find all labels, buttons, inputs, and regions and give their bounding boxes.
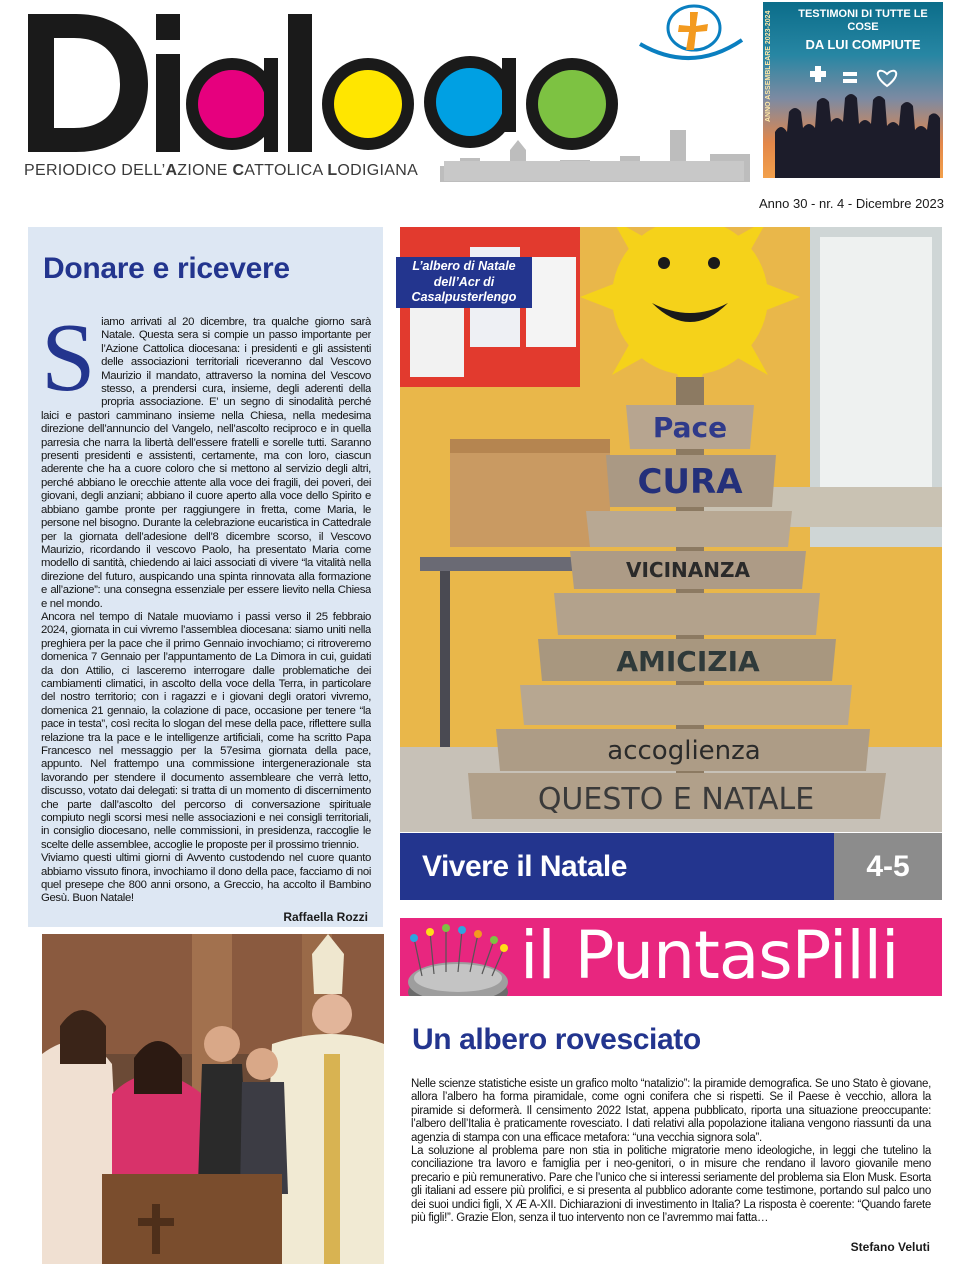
assembly-poster: [763, 2, 943, 178]
lead-article-paragraph: Viviamo questi ultimi giorni di Avvento custodendo nel cuore quanto abbiamo vissuto finora, invochiamo il dono della pace, facciamo di noi quel presepe che 800 anni orsono, a Greccio, ha accolto il Bambino Gesù. Buon Natale!: [41, 852, 371, 905]
lead-article-body: [41, 316, 371, 906]
puntaspilli-title: il PuntasPilli: [520, 917, 899, 994]
drop-cap: S: [41, 316, 96, 412]
lead-article-paragraph: Siamo arrivati al 20 dicembre, tra qualche giorno sarà Natale. Questa sera si compie un passo importante per l’Azione Cattolica diocesana: i presidenti e gli assistenti delle associazioni territoriali riceveranno dal Vescovo Maurizio il mandato, attraverso la nomina del Vescovo stesso, a prendersi cura, insieme, degli aderenti della propria associazione. E’ un segno di sinodalità perché laici e pastori camminano insieme nella Chiesa, nella medesima direzione dell’annuncio del Vangelo, nell’ascolto reciproco e in quella parresia che narra la libertà dell’essere fratelli e sorelle tutti. Saranno presenti presidenti e assistenti, certamente, ma con loro, ciascun aderente che ha a cuore coloro che si mettono al servizio degli altri, perché abbiano le orecchie attente alla voce dei fragili, dei poveri, dei giovani, degli anziani; abbiano il cuore aperto alla voce dello Spirito e abbiano gambe pronte per raggiungere in fretta, come Maria, le persone nel bisogno. Durante la celebrazione eucaristica in Cattedrale per la giornata dell’adesione dell’8 dicembre scorso, il Vescovo Maurizio, ricordando il vescovo Paolo, ha presentato Maria come modello di santità, chiedendo ai laici associati di vivere “la vitalità nella direzione del futuro, auspicando una spinta rinnovata alla formazione e all’azione”: una consegna essenziale per essere lievito nella Chiesa e nel mondo.: [41, 316, 371, 610]
lead-article-author: Raffaella Rozzi: [283, 910, 368, 924]
section-banner: [400, 833, 942, 900]
poster-silhouettes-image: [775, 62, 940, 178]
ceremony-photo: [42, 934, 384, 1264]
plank-label-1: CURA: [637, 462, 743, 502]
subtitle-gray-rule: [444, 161, 744, 181]
issue-info: Anno 30 - nr. 4 - Dicembre 2023: [759, 196, 944, 211]
christmas-tree-illustration: [400, 227, 942, 832]
plank-label-4: accoglienza: [607, 736, 761, 766]
ac-logo-icon: [636, 4, 746, 64]
lead-article-paragraph: Ancora nel tempo di Natale muoviamo i passi verso il 25 febbraio 2024, giornata in cui vivremo l’assemblea diocesana: siamo uniti nella preghiera per la pace che il primo Gennaio invochiamo; ci ritroveremo domenica 7 Gennaio per l’appuntamento de La Dimora in cui, guidati da don Attilio, ci lasceremo interrogare dalle problematiche dei cambiamenti climatici, in ascolto della voce della Terra, in particolare del nostro territorio; con i ragazzi e i giovani degli oratori vivremo, domenica 21 gennaio, la colazione di pace, occasione per tenere “la pace in testa”, così recita lo slogan del mese della pace, riflettere sulla relazione tra la pace e le intelligenze artificiali, come ha scritto Papa Francesco nel messaggio per la 57esima giornata della pace, appunto. Nel frattempo una commissione intergenerazionale sta lavorando per stendere il documento assembleare che verrà letto, discusso, votato dai delegati: si tratta di un momento di discernimento che parte dall’ascolto del percorso di conversazione spirituale compiuto negli scorsi mesi nelle associazioni e nei consigli territoriali, in consiglio diocesano, nelle commissioni, in presidenza, raccoglie le scelte delle assemblee, accoglie le proposte per il prossimo triennio.: [41, 610, 371, 851]
puntaspilli-body: [411, 1078, 931, 1225]
puntaspilli-author: Stefano Veluti: [850, 1240, 930, 1254]
banner-title: Vivere il Natale: [400, 833, 834, 900]
ceremony-photo-illustration: [42, 934, 384, 1264]
plank-label-5: QUESTO E NATALE: [537, 782, 815, 817]
plank-label-2: VICINANZA: [626, 558, 750, 582]
christmas-tree-photo: [400, 227, 942, 832]
puntaspilli-headline: Un albero rovesciato: [412, 1023, 701, 1056]
plank-label-3: AMICIZIA: [616, 645, 760, 678]
photo-caption: L’albero di Natale dell’Acr di Casalpusterlengo: [396, 257, 532, 308]
puntaspilli-paragraph: La soluzione al problema pare non stia in politiche migratorie meno ideologiche, in leggi che tutelino la conciliazione tra lavoro e famiglia per i neo-genitori, o in misure che rendano il lavoro giovanile meno precario e più remunerativo. Pare che l’unico che si interessi seriamente del problema sia Elon Musk. Esorta gli italiani ad essere più prolifici, e si presenta al pubblico adorante come testimone, portando sul palco uno dei suoi undici figli, X Æ A-XII. Dichiarazioni di investimento in Italia? La risposta è coerente: “Quando farete più figli!”. Grazie Elon, senza il tuo intervento non ce l’avremmo mai fatta…: [411, 1145, 931, 1225]
banner-pages: 4-5: [834, 833, 942, 900]
puntaspilli-paragraph: Nelle scienze statistiche esiste un grafico molto “natalizio”: la piramide demografica. Se uno Stato è giovane, allora l’albero ha forma piramidale, come ogni conifera che si rispetti. Se il Paese è vecchio, allora la piramide si deformerà. Il censimento 2022 Istat, appena pubblicato, riporta una situazione preoccupante: l’albero dell’Italia è praticamente rovesciato. I dati relativi alla popolazione italiana vengono riassunti da una agenzia di stampa con una efficace metafora: “una vecchia signora sola”.: [411, 1078, 931, 1144]
plank-label-0: Pace: [652, 411, 728, 444]
lead-article-title: Donare e ricevere: [43, 252, 290, 285]
masthead: [0, 0, 960, 215]
masthead-subtitle: PERIODICO DELL’AZIONE CATTOLICA LODIGIANA: [24, 162, 419, 179]
poster-side-text: ANNO ASSEMBLEARE 2023-2024: [765, 10, 772, 122]
poster-title: TESTIMONI DI TUTTE LE COSE DA LUI COMPIUTE: [798, 8, 928, 52]
